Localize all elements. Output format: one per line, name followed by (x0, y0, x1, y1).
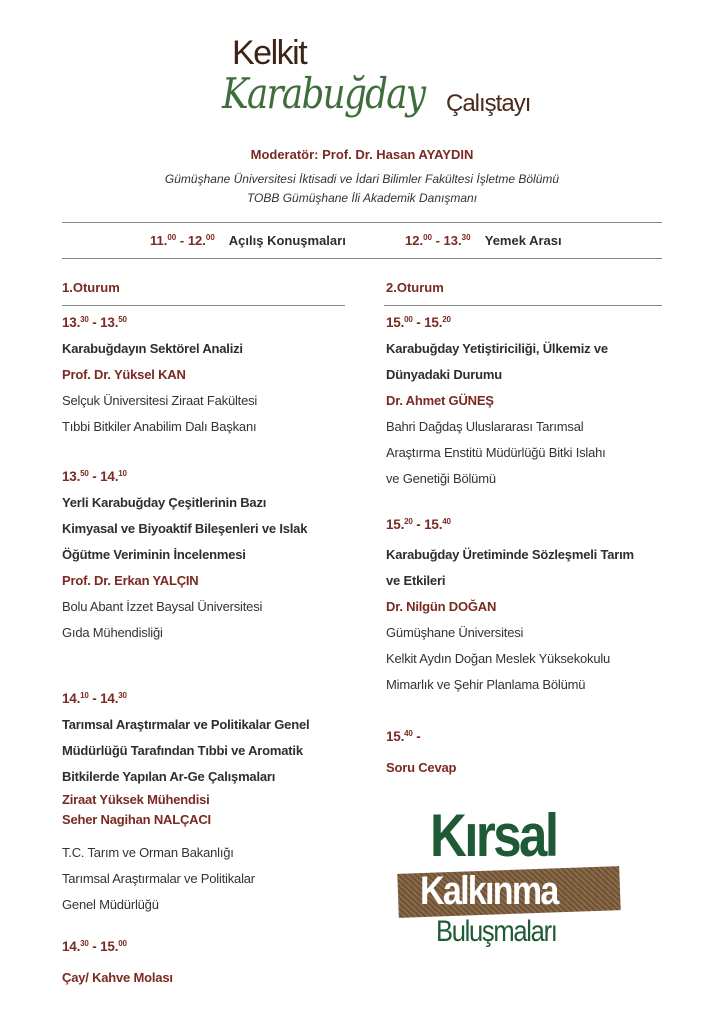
speaker-name: Dr. Nilgün DOĞAN (386, 599, 497, 614)
talk-block (386, 724, 696, 781)
speaker-affiliation: Genel Müdürlüğü (62, 897, 159, 912)
speaker-affiliation: Araştırma Enstitü Müdürlüğü Bitki Islahı (386, 445, 606, 460)
speaker-affiliation: Gıda Mühendisliği (62, 625, 163, 640)
opening-item (405, 233, 562, 249)
speaker-affiliation: Bahri Dağdaş Uluslararası Tarımsal (386, 419, 584, 434)
talk-title: Karabuğday Yetiştiriciliği, Ülkemiz ve (386, 341, 608, 356)
speaker-affiliation: Bolu Abant İzzet Baysal Üniversitesi (62, 599, 263, 614)
divider (384, 305, 662, 306)
speaker-affiliation: Selçuk Üniversitesi Ziraat Fakültesi (62, 393, 258, 408)
speaker-affiliation: T.C. Tarım ve Orman Bakanlığı (62, 845, 234, 860)
talk-title: Dünyadaki Durumu (386, 367, 502, 382)
opening-item (150, 233, 346, 249)
speaker-name: Soru Cevap (386, 760, 457, 775)
time-slot: 15.20 - 15.40 (386, 517, 451, 532)
speaker-name: Prof. Dr. Erkan YALÇIN (62, 573, 199, 588)
talk-title: Karabuğday Üretiminde Sözleşmeli Tarım (386, 547, 634, 562)
moderator-affiliation: TOBB Gümüşhane İli Akademik Danışmanı (246, 191, 478, 205)
talk-block (62, 934, 372, 991)
divider (62, 305, 345, 306)
talk-title: Karabuğdayın Sektörel Analizi (62, 341, 243, 356)
session-title: 2.Oturum (386, 280, 444, 295)
time-slot: 14.10 - 14.30 (62, 691, 127, 706)
footer-logo-bulusmalari: Buluşmaları (436, 915, 557, 948)
opening-label: Açılış Konuşmaları (228, 233, 346, 248)
speaker-affiliation: Gümüşhane Üniversitesi (386, 625, 524, 640)
talk-block (62, 464, 372, 646)
time-slot: 15.40 - (386, 729, 421, 744)
speaker-affiliation: Tarımsal Araştırmalar ve Politikalar (62, 871, 255, 886)
speaker-name: Seher Nagihan NALÇACI (62, 812, 211, 827)
session-title: 1.Oturum (62, 280, 120, 295)
time-slot: 13.30 - 13.50 (62, 315, 127, 330)
logo-calistayi: Çalıştayı (446, 90, 531, 117)
time: 11.00 - 12.00 (150, 233, 215, 248)
speaker-affiliation: ve Genetiği Bölümü (386, 471, 496, 486)
talk-title: Müdürlüğü Tarafından Tıbbi ve Aromatik (62, 743, 303, 758)
talk-block (62, 686, 372, 918)
talk-block (386, 310, 696, 492)
opening-label: Yemek Arası (484, 233, 562, 248)
time-slot: 14.30 - 15.00 (62, 939, 127, 954)
talk-title: Yerli Karabuğday Çeşitlerinin Bazı (62, 495, 267, 510)
talk-title: Kimyasal ve Biyoaktif Bileşenleri ve Islak (62, 521, 308, 536)
footer-logo-kalkinma: Kalkınma (420, 869, 558, 913)
divider (62, 258, 662, 259)
talk-title: Tarımsal Araştırmalar ve Politikalar Genel (62, 717, 310, 732)
logo-kelkit: Kelkit (232, 34, 307, 72)
talk-title: ve Etkileri (386, 573, 446, 588)
speaker-name: Ziraat Yüksek Mühendisi (62, 792, 210, 807)
time-slot: 15.00 - 15.20 (386, 315, 451, 330)
speaker-affiliation: Mimarlık ve Şehir Planlama Bölümü (386, 677, 586, 692)
time: 12.00 - 13.30 (405, 233, 471, 248)
logo-karabugday: Karabuğday (222, 69, 425, 118)
talk-title: Bitkilerde Yapılan Ar-Ge Çalışmaları (62, 769, 276, 784)
talk-block (62, 310, 372, 440)
moderator: Moderatör: Prof. Dr. Hasan AYAYDIN (250, 147, 474, 162)
moderator-affiliation: Gümüşhane Üniversitesi İktisadi ve İdari Bilimler Fakültesi İşletme Bölümü (164, 172, 560, 186)
speaker-name: Dr. Ahmet GÜNEŞ (386, 393, 494, 408)
footer-logo-kirsal: Kırsal (430, 802, 557, 869)
speaker-affiliation: Kelkit Aydın Doğan Meslek Yüksekokulu (386, 651, 611, 666)
speaker-affiliation: Tıbbi Bitkiler Anabilim Dalı Başkanı (62, 419, 257, 434)
speaker-name: Çay/ Kahve Molası (62, 970, 173, 985)
speaker-name: Prof. Dr. Yüksel KAN (62, 367, 186, 382)
talk-block (386, 512, 696, 698)
time-slot: 13.50 - 14.10 (62, 469, 127, 484)
divider (62, 222, 662, 223)
talk-title: Öğütme Veriminin İncelenmesi (62, 547, 246, 562)
